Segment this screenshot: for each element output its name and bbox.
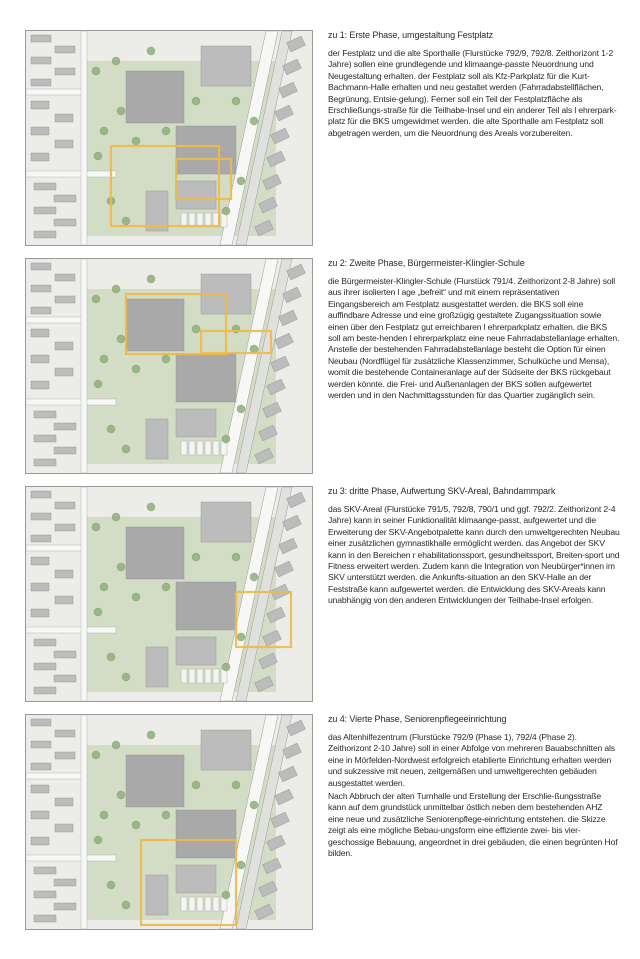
residential-building — [34, 867, 56, 874]
care-building — [176, 637, 216, 665]
tree — [162, 127, 170, 135]
phase-description — [328, 732, 620, 859]
parking-space — [205, 669, 211, 683]
site-plan-drawing — [26, 487, 312, 701]
residential-building — [31, 513, 51, 520]
residential-building — [34, 459, 56, 466]
tree — [147, 503, 155, 511]
residential-building — [34, 435, 56, 442]
tree — [132, 593, 140, 601]
residential-building — [34, 891, 56, 898]
tree — [250, 801, 258, 809]
parking-space — [181, 897, 187, 911]
school-building — [126, 71, 184, 123]
residential-building — [55, 342, 73, 350]
tree — [237, 177, 245, 185]
tree — [94, 380, 102, 388]
tree — [117, 791, 125, 799]
residential-building — [55, 570, 73, 578]
care-building — [176, 865, 216, 893]
residential-building — [31, 285, 51, 292]
site-plan-drawing — [26, 259, 312, 473]
school-building — [126, 527, 184, 579]
paragraph: Nach Abbruch der alten Turnhalle und Erstellung der Erschlie-ßungsstraße kann auf dem grundstück unmittelbar östlich neben dem bestehenden AHZ eine neue und zusätzliche Seniorenpflege-einrichtung entstehen. die Skizze zeigt als eine mögliche Bebau-ungsform eine effiziente zwei- bis vier-geschossige Bebauung, angeordnet in drei gebäuden, die einen begrünten Hof bilden. — [328, 791, 618, 859]
parking-space — [181, 213, 187, 227]
residential-building — [55, 296, 75, 303]
parking-space — [197, 897, 203, 911]
phase-3-text — [328, 486, 620, 609]
residential-building — [31, 609, 49, 617]
residential-building — [34, 639, 56, 646]
paragraph: die Bürgermeister-Klingler-Schule (Flurstück 791/4. Zeithorizont 2-8 Jahre) soll aus ihrer isolierten l age „befreit“ und mit einem repräsentativen Eingangsbereich am Festplatz ausgestattet werden. die BKS soll eine auffindbare Adresse und eine großzügig gestaltete Zugangssituation sowie einen über den Festplatz gut erreichbaren l ehrerparkplatz erhalten. die BKS soll am beste-henden l ehrerparkplatz eine neue Fahrradabstellanlage erhalten. Anstelle der bestehenden Fahrradabstellanlage besteht die Option für einen Neubau (Nordflügel für zusätzliche Klassenzimmer, Schulküche und Mensa), womit die bestehende Containeranlage auf der Südseite der BKS rückgebaut werden könnte. die Frei- und Außenanlagen der BKS sollen aufgewertet werden und in den Nachmittagsstunden für das Quartier zugänglich sein. — [328, 276, 620, 401]
school-building — [126, 755, 184, 807]
street — [26, 773, 86, 779]
residential-building — [54, 903, 76, 910]
residential-building — [55, 140, 73, 148]
care-building — [146, 647, 168, 687]
residential-building — [34, 915, 56, 922]
street — [26, 545, 86, 551]
residential-building — [54, 651, 76, 658]
tree — [112, 57, 120, 65]
street — [26, 317, 86, 323]
tree — [112, 741, 120, 749]
phase-2 — [0, 258, 640, 478]
phase-1-text — [328, 30, 620, 141]
street — [81, 715, 87, 929]
hall-building — [201, 502, 251, 542]
site-plan-map-phase-2 — [25, 258, 313, 474]
tree — [94, 608, 102, 616]
tree — [147, 275, 155, 283]
tree — [132, 137, 140, 145]
parking-space — [197, 213, 203, 227]
tree — [192, 553, 200, 561]
residential-building — [31, 307, 51, 314]
parking-space — [189, 669, 195, 683]
tree — [222, 207, 230, 215]
parking-space — [189, 897, 195, 911]
tree — [222, 663, 230, 671]
residential-building — [31, 785, 49, 793]
residential-building — [34, 663, 56, 670]
residential-building — [55, 752, 75, 759]
residential-building — [34, 207, 56, 214]
tree — [122, 901, 130, 909]
tree — [117, 107, 125, 115]
tree — [237, 861, 245, 869]
tree — [162, 811, 170, 819]
phase-description — [328, 504, 620, 607]
phase-title: zu 4: Vierte Phase, Seniorenpflegeeinrichtung — [328, 714, 507, 724]
care-building — [146, 875, 168, 915]
paragraph: das SKV-Areal (Flurstücke 791/5, 792/8, 790/1 und ggf. 792/2. Zeithorizont 2-4 Jahre) kann in seiner Funktionalität klimaange-passt, aufgewertet und die Erweiterung der SKV-Angebotpalette kann durch den umweltgerechten Neubau einer zusätzlichen gymnastikhalle ermöglicht werden. das Angebot der SKV kann in den Bereichen r ehabilitationssport, gesundheitssport, Breiten-sport und Fitness erweitert werden. Zudem kann die Integration von Neubürger*innen im SKV unterstützt werden. die Ankunfts-situation an den SKV-Halle an der Feststraße kann aufgewertet werden. die Entwicklung des SKV-Areals kann unabhängig von den anderen Entwicklungen der Teilhabe-Insel erfolgen. — [328, 504, 620, 606]
residential-building — [55, 68, 75, 75]
tree — [232, 97, 240, 105]
phase-title: zu 2: Zweite Phase, Bürgermeister-Klingler-Schule — [328, 258, 525, 268]
tree — [94, 836, 102, 844]
tree — [162, 355, 170, 363]
tree — [117, 563, 125, 571]
parking-space — [189, 213, 195, 227]
parking-space — [181, 441, 187, 455]
hall-building — [201, 46, 251, 86]
street — [81, 259, 87, 473]
tree — [222, 891, 230, 899]
tree — [117, 335, 125, 343]
phase-4 — [0, 714, 640, 934]
phase-description — [328, 48, 620, 139]
residential-building — [31, 153, 49, 161]
parking-space — [213, 669, 219, 683]
sports-hall — [176, 126, 236, 174]
residential-building — [55, 798, 73, 806]
phase-description — [328, 276, 620, 401]
tree — [147, 731, 155, 739]
tree — [232, 553, 240, 561]
parking-space — [205, 213, 211, 227]
tree — [192, 97, 200, 105]
tree — [237, 405, 245, 413]
residential-building — [31, 57, 51, 64]
residential-building — [31, 583, 49, 591]
tree — [232, 781, 240, 789]
school-building — [126, 299, 184, 351]
residential-building — [31, 719, 51, 726]
tree — [92, 67, 100, 75]
residential-building — [34, 411, 56, 418]
tree — [112, 285, 120, 293]
residential-building — [54, 423, 76, 430]
tree — [100, 127, 108, 135]
tree — [107, 425, 115, 433]
phase-title: zu 3: dritte Phase, Aufwertung SKV-Areal, Bahndammpark — [328, 486, 556, 496]
parking-space — [181, 669, 187, 683]
tree — [122, 445, 130, 453]
residential-building — [31, 741, 51, 748]
sports-hall — [176, 810, 236, 858]
paragraph: der Festplatz und die alte Sporthalle (Flurstücke 792/9, 792/8. Zeithorizont 1-2 Jahre) sollen eine grundlegende und klimaange-passte Neuordnung und Neugestaltung erhalten. der Festplatz soll als Kfz-Parkplatz für die Kurt-Bachmann-Halle erhalten und neu gestaltet werden (Fahrradabstellflächen, Begrünung, Entsie-gelung). Ferner soll ein Teil der Festplatzfläche als Erschließungs-straße für die Teilhabe-Insel und ein anderer Teil als l ehrerpark-platz für die BKS umgewidmet werden. die alte Sporthalle am Festplatz soll abgetragen werden, um die Neuordnung des Areals vorzubereiten. — [328, 48, 617, 138]
tree — [92, 295, 100, 303]
residential-building — [54, 195, 76, 202]
site-plan-map-phase-3 — [25, 486, 313, 702]
parking-space — [189, 441, 195, 455]
tree — [112, 513, 120, 521]
tree — [192, 781, 200, 789]
residential-building — [31, 811, 49, 819]
tree — [147, 47, 155, 55]
parking-space — [213, 441, 219, 455]
parking-space — [197, 669, 203, 683]
sports-hall — [176, 354, 236, 402]
tree — [237, 633, 245, 641]
tree — [100, 811, 108, 819]
tree — [100, 355, 108, 363]
residential-building — [54, 219, 76, 226]
residential-building — [31, 557, 49, 565]
tree — [122, 673, 130, 681]
residential-building — [31, 101, 49, 109]
residential-building — [55, 596, 73, 604]
street — [81, 487, 87, 701]
residential-building — [55, 730, 75, 737]
residential-building — [31, 263, 51, 270]
phase-2-text — [328, 258, 620, 403]
care-building — [146, 419, 168, 459]
tree — [132, 821, 140, 829]
tree — [92, 523, 100, 531]
residential-building — [55, 114, 73, 122]
site-plan-drawing — [26, 715, 312, 929]
residential-building — [31, 79, 51, 86]
tree — [222, 435, 230, 443]
residential-building — [55, 502, 75, 509]
residential-building — [31, 35, 51, 42]
tree — [100, 583, 108, 591]
residential-building — [31, 491, 51, 498]
street — [26, 399, 116, 405]
street — [26, 855, 116, 861]
residential-building — [31, 381, 49, 389]
site-plan-map-phase-1 — [25, 30, 313, 246]
site-plan-drawing — [26, 31, 312, 245]
parking-space — [213, 897, 219, 911]
residential-building — [31, 837, 49, 845]
phase-1 — [0, 30, 640, 250]
street — [26, 627, 116, 633]
phase-4-text — [328, 714, 620, 861]
residential-building — [54, 675, 76, 682]
residential-building — [34, 231, 56, 238]
tree — [122, 217, 130, 225]
tree — [250, 573, 258, 581]
care-building — [176, 409, 216, 437]
residential-building — [31, 355, 49, 363]
phase-3 — [0, 486, 640, 706]
tree — [250, 345, 258, 353]
residential-building — [54, 879, 76, 886]
tree — [94, 152, 102, 160]
residential-building — [31, 535, 51, 542]
residential-building — [31, 329, 49, 337]
tree — [162, 583, 170, 591]
tree — [92, 751, 100, 759]
tree — [107, 653, 115, 661]
care-building — [176, 181, 216, 209]
residential-building — [31, 763, 51, 770]
tree — [192, 325, 200, 333]
residential-building — [31, 127, 49, 135]
paragraph: das Altenhilfezentrum (Flurstücke 792/9 (Phase 1), 792/4 (Phase 2). Zeithorizont 2-10 Jahre) soll in einer Abfolge von mehreren Bauabschnitten als eine in Mörfelden-Nordwest erfolgreich etablierte Einrichtung erhalten werden und sukzessive mit neuen, zeitgemäßen und umweltgerechten gebäuden ausgestattet werden. — [328, 732, 615, 788]
sports-hall — [176, 582, 236, 630]
phase-title: zu 1: Erste Phase, umgestaltung Festplatz — [328, 30, 493, 40]
residential-building — [34, 687, 56, 694]
tree — [250, 117, 258, 125]
parking-space — [205, 897, 211, 911]
parking-space — [205, 441, 211, 455]
site-plan-map-phase-4 — [25, 714, 313, 930]
tree — [107, 881, 115, 889]
hall-building — [201, 730, 251, 770]
residential-building — [55, 824, 73, 832]
street — [26, 171, 116, 177]
residential-building — [55, 46, 75, 53]
residential-building — [55, 274, 75, 281]
street — [26, 89, 86, 95]
parking-space — [197, 441, 203, 455]
residential-building — [55, 368, 73, 376]
residential-building — [34, 183, 56, 190]
street — [81, 31, 87, 245]
residential-building — [55, 524, 75, 531]
residential-building — [54, 447, 76, 454]
tree — [132, 365, 140, 373]
